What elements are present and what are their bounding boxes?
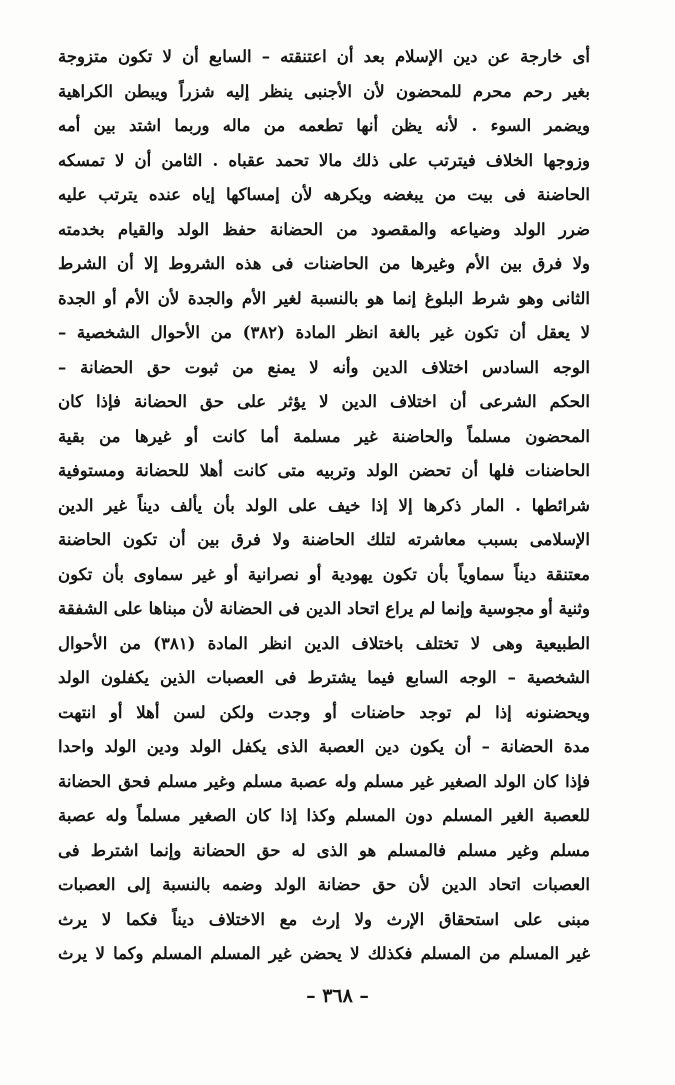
text-line: وزوجها الخلاف فيترتب على ذلك مالا تحمد عقباه . الثامن أن لا تمسكه: [58, 150, 590, 170]
text-line: وثنية أو مجوسية وإنما لم يراع اتحاد الدين فى الحضانة لأن مبناها على الشفقة: [58, 599, 590, 618]
text-line: ويحضنونه إذا لم توجد حاضنات أو وجدت ولكن لسن أهلا أو انتهت: [58, 702, 590, 722]
text-line: الثانى وهو شرط البلوغ إنما هو بالنسبة لغير الأم والجدة لأن الأم أو الجدة: [58, 288, 590, 308]
body-text: [58, 40, 590, 972]
text-line: الوجه السادس اختلاف الدين وأنه لا يمنع من ثبوت حق الحضانة –: [58, 357, 590, 377]
text-line: المحضون مسلماً والحاضنة غير مسلمة أما كانت أو غيرها من بقية: [58, 426, 590, 446]
text-line: مبنى على استحقاق الإرث ولا إرث مع الاختلاف ديناً فكما لا يرث: [58, 909, 590, 929]
text-line: ضرر الولد وضياعه والمقصود من الحضانة حفظ الولد والقيام بخدمته: [58, 219, 590, 239]
text-line: ولا فرق بين الأم وغيرها من الحاضنات فى هذه الشروط إلا أن الشرط: [58, 254, 590, 273]
text-line: غير المسلم من المسلم فكذلك لا يحضن غير المسلم المسلم وكما لا يرث: [58, 944, 590, 963]
text-line: الحاضنات فلها أن تحضن الولد وتربيه متى كانت أهلا للحضانة ومستوفية: [58, 461, 590, 480]
text-line: الإسلامى بسبب معاشرته لتلك الحاضنة ولا فرق بين أن تكون الحاضنة: [58, 530, 590, 549]
text-line: لا يعقل أن تكون غير بالغة انظر المادة (٣٨٢) من الأحوال الشخصية –: [58, 323, 590, 342]
text-line: شرائطها . المار ذكرها إلا إذا خيف على الولد بأن يألف ديناً غير الدين: [58, 495, 590, 515]
text-line: الشخصية – الوجه السابع فيما يشترط فى العصبات الذين يكفلون الولد: [58, 668, 590, 687]
text-line: للعصبة الغير المسلم دون المسلم وكذا إذا كان الصغير مسلماً وله عصبة: [58, 806, 590, 825]
page-number: – ٣٦٨ –: [306, 985, 369, 1007]
text-line: مسلم وغير مسلم فالمسلم هو الذى له حق الحضانة وإنما اشترط فى: [58, 840, 590, 860]
text-line: بغير رحم محرم للمحضون لأن الأجنبى ينظر إليه شزراً ويبطن الكراهية: [58, 81, 590, 101]
text-line: ويضمر السوء . لأنه يظن أنها تطعمه من ماله وربما اشتد بين أمه: [58, 116, 590, 135]
text-line: أى خارجة عن دين الإسلام بعد أن اعتنقته – السابع أن لا تكون متزوجة: [58, 47, 590, 66]
text-line: معتنقة ديناً سماوياً بأن تكون يهودية أو نصرانية أو غير سماوى بأن تكون: [58, 564, 590, 584]
text-line: الحكم الشرعى أن اختلاف الدين لا يؤثر على حق الحضانة فإذا كان: [58, 392, 590, 411]
text-line: الحاضنة فى بيت من يبغضه ويكرهه لأن إمساكها إياه عنده يترتب عليه: [58, 185, 590, 204]
text-line: مدة الحضانة – أن يكون دين العصبة الذى يكفل الولد ودين الولد واحدا: [58, 737, 590, 756]
text-line: الطبيعية وهى لا تختلف باختلاف الدين انظر المادة (٣٨١) من الأحوال: [58, 633, 590, 653]
text-line: فإذا كان الولد الصغير غير مسلم وله عصبة مسلم وغير مسلم فحق الحضانة: [58, 771, 590, 791]
text-line: العصبات اتحاد الدين لأن حق حضانة الولد وضمه بالنسبة إلى العصبات: [58, 875, 590, 894]
